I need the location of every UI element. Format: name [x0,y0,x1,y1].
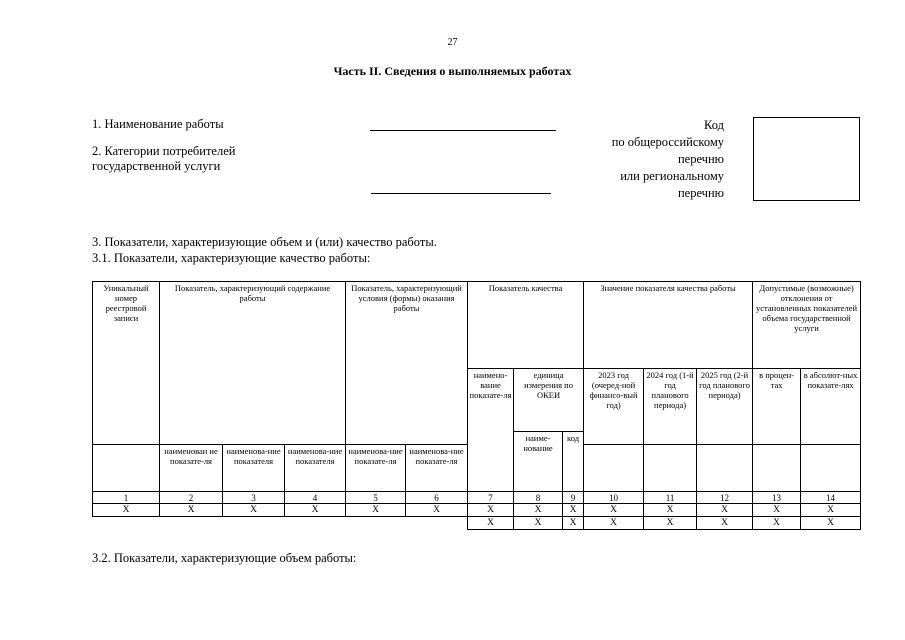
header-year-2023: 2023 год (очеред-ной финансо-вый год) [584,369,644,445]
column-number: 7 [468,492,514,504]
header-sub-indicator-3: наименова-ние показателя [285,445,346,492]
table-cell: X [406,504,468,517]
table-cell: X [753,517,801,530]
table-row [93,517,861,530]
header-sub-indicator-2: наименова-ние показателя [223,445,285,492]
table-cell: X [753,504,801,517]
header-sub-indicator-4: наименова-ние показате-ля [346,445,406,492]
table-row [93,504,861,517]
spacer-cell [801,445,861,492]
column-number: 6 [406,492,468,504]
column-number: 3 [223,492,285,504]
page-title: Часть II. Сведения о выполняемых работах [333,64,572,78]
spacer-cell [346,432,468,445]
code-label-line: или региональному [620,169,724,183]
table-cell: X [160,504,223,517]
spacer-cell [584,445,644,492]
spacer-cell [93,445,160,492]
table-cell: X [697,517,753,530]
work-name-label: 1. Наименование работы [92,117,224,131]
header-deviation: Допустимые (возможные) отклонения от установленных показателей объема государственной услуги [753,282,861,369]
header-indicator-name: наимено-вание показате-ля [468,369,514,492]
table-cell: X [514,517,563,530]
column-number: 1 [93,492,160,504]
table-cell: X [514,504,563,517]
code-label-line: перечню [677,152,724,166]
header-unit-code: код [563,432,584,492]
column-number: 8 [514,492,563,504]
header-sub-indicator-5: наименова-ние показате-ля [406,445,468,492]
column-number: 10 [584,492,644,504]
code-label-line: перечню [677,186,724,200]
code-label [580,117,724,202]
table-cell: X [285,504,346,517]
header-absolute: в абсолют-ных показате-лях [801,369,861,445]
table-cell: X [468,517,514,530]
column-number: 11 [644,492,697,504]
spacer-cell [753,445,801,492]
header-year-2024: 2024 год (1-й год планового периода) [644,369,697,445]
column-number: 13 [753,492,801,504]
header-year-2025: 2025 год (2-й год планового периода) [697,369,753,445]
column-number: 12 [697,492,753,504]
table-cell: X [93,504,160,517]
table-cell: X [584,517,644,530]
header-content-indicator: Показатель, характеризующий содержание работы [160,282,346,432]
column-number: 5 [346,492,406,504]
section-3-heading: 3. Показатели, характеризующие объем и (или) качество работы. [92,235,437,249]
header-unique-number: Уникальный номер реестровой записи [93,282,160,445]
header-row-1 [93,282,861,369]
column-number: 14 [801,492,861,504]
spacer-cell [160,432,346,445]
consumer-category-label-1: 2. Категории потребителей [92,144,236,158]
consumer-category-label-2: государственной услуги [92,159,221,173]
header-quality-value: Значение показателя качества работы [584,282,753,369]
table-cell: X [584,504,644,517]
column-number: 2 [160,492,223,504]
header-sub-indicator-1: наименован ие показате-ля [160,445,223,492]
column-numbers-row [93,492,861,504]
table-cell: X [223,504,285,517]
code-box [753,117,860,201]
header-unit-okei: единица измерения по ОКЕИ [514,369,584,432]
consumer-category-line [371,193,551,194]
table-cell: X [563,517,584,530]
code-label-line: по общероссийскому [611,135,724,149]
spacer-cell [697,445,753,492]
table-cell: X [644,517,697,530]
header-conditions-indicator: Показатель, характеризующий условия (формы) оказания работы [346,282,468,432]
empty-cell [93,517,468,530]
section-3-2-heading: 3.2. Показатели, характеризующие объем работы: [92,551,357,565]
header-quality-indicator: Показатель качества [468,282,584,369]
table-cell: X [563,504,584,517]
section-3-1-heading: 3.1. Показатели, характеризующие качество работы: [92,251,371,265]
code-label-line: Код [704,118,724,132]
table-cell: X [468,504,514,517]
column-number: 9 [563,492,584,504]
table-cell: X [346,504,406,517]
quality-indicators-table [92,281,861,530]
table-cell: X [644,504,697,517]
header-unit-name: наиме-нование [514,432,563,492]
header-percent: в процен-тах [753,369,801,445]
table-cell: X [697,504,753,517]
spacer-cell [644,445,697,492]
page-number: 27 [447,37,458,48]
column-number: 4 [285,492,346,504]
table-cell: X [801,517,861,530]
table-cell: X [801,504,861,517]
work-name-line [370,130,556,131]
